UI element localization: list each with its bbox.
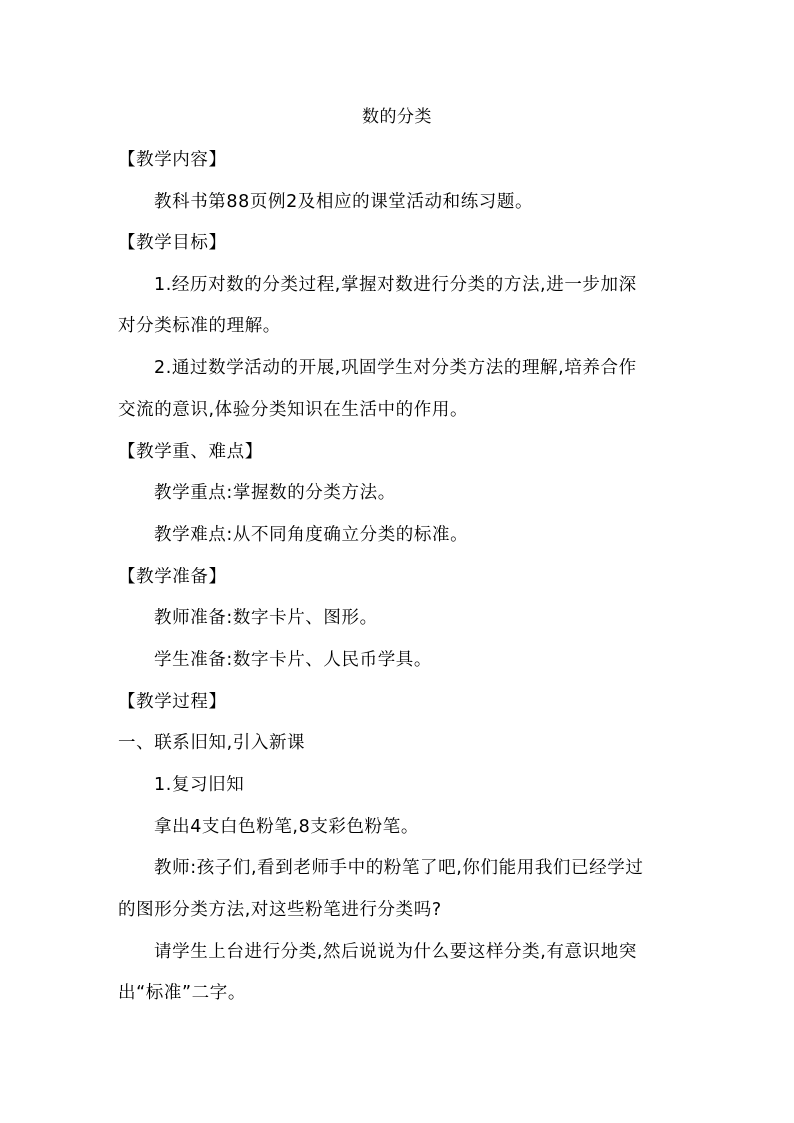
key-difficult-heading: 【教学重、难点】	[118, 442, 263, 462]
teaching-content-heading: 【教学内容】	[118, 150, 227, 170]
teacher-question-line-2: 的图形分类方法,对这些粉笔进行分类吗?	[118, 900, 442, 920]
goal-2-line-2: 交流的意识,体验分类知识在生活中的作用。	[118, 400, 469, 420]
key-point-text: 教学重点:掌握数的分类方法。	[154, 483, 396, 503]
teacher-question-line-1: 教师:孩子们,看到老师手中的粉笔了吧,你们能用我们已经学过	[154, 858, 644, 878]
student-activity-line-2: 出“标准”二字。	[118, 983, 246, 1003]
teacher-preparation-text: 教师准备:数字卡片、图形。	[154, 608, 378, 628]
student-preparation-text: 学生准备:数字卡片、人民币学具。	[154, 650, 432, 670]
teaching-process-heading: 【教学过程】	[118, 692, 227, 712]
preparation-heading: 【教学准备】	[118, 567, 227, 587]
difficult-point-text: 教学难点:从不同角度确立分类的标准。	[154, 525, 469, 545]
student-activity-line-1: 请学生上台进行分类,然后说说为什么要这样分类,有意识地突	[154, 942, 637, 962]
document-title: 数的分类	[362, 107, 432, 127]
teaching-content-text: 教科书第88页例2及相应的课堂活动和练习题。	[154, 192, 534, 212]
step-1-text: 拿出4支白色粉笔,8支彩色粉笔。	[154, 817, 419, 837]
step-1-heading: 1.复习旧知	[154, 775, 245, 795]
goal-1-line-2: 对分类标准的理解。	[118, 316, 281, 336]
teaching-goals-heading: 【教学目标】	[118, 233, 227, 253]
goal-1-line-1: 1.经历对数的分类过程,掌握对数进行分类的方法,进一步加深	[154, 275, 637, 295]
goal-2-line-1: 2.通过数学活动的开展,巩固学生对分类方法的理解,培养合作	[154, 358, 637, 378]
part-1-heading: 一、联系旧知,引入新课	[118, 733, 306, 753]
